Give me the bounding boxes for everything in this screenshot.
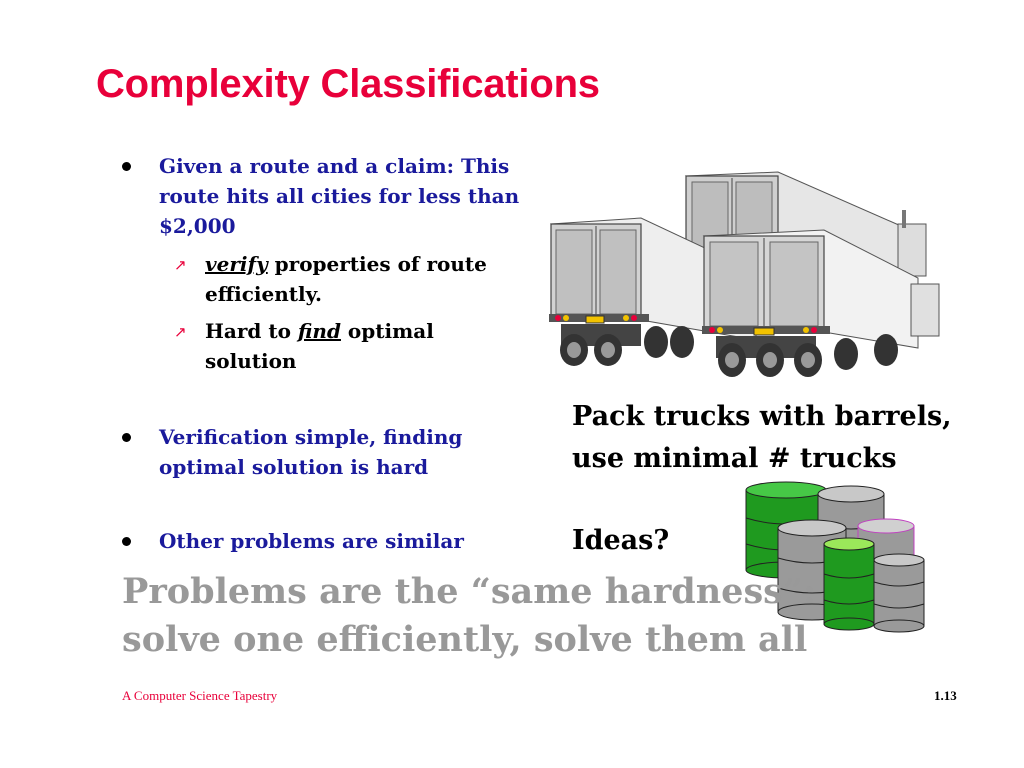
bullet-other-problems (122, 526, 532, 556)
barrel-gray-right (874, 554, 924, 632)
bullet-dot-icon (122, 537, 131, 546)
footer-course-title: A Computer Science Tapestry (122, 688, 278, 703)
slide-title: Complexity Classifications (96, 62, 600, 106)
bullet-text: Verification simple, finding optimal solution is hard (159, 425, 463, 479)
arrow-bullet-icon: ↗ (174, 323, 187, 341)
conclusion-line-1: Problems are the “same hardness”: (122, 571, 816, 612)
subbullet-find (172, 316, 532, 376)
truck-caption (572, 396, 992, 480)
bullet-dot-icon (122, 162, 131, 171)
subbullet-text (205, 316, 465, 376)
caption-line-1: Pack trucks with barrels, (572, 401, 952, 432)
subbullet-prefix: Hard to (205, 319, 298, 343)
bullet-verification (122, 422, 532, 482)
subbullet-rest: properties of route efficiently. (205, 252, 487, 306)
bullet-dot-icon (122, 433, 131, 442)
emphasis-find: find (297, 319, 341, 343)
bullet-text: Given a route and a claim: This route hits all cities for less than $2,000 (159, 154, 520, 238)
caption-line-2: use minimal # trucks (572, 443, 897, 474)
trucks-illustration (546, 164, 946, 382)
emphasis-verify: verify (205, 252, 268, 276)
subbullet-verify (172, 249, 532, 309)
subbullet-rest: optimal solution (205, 319, 434, 373)
conclusion-line-2: solve one efficiently, solve them all (122, 619, 808, 660)
bullet-route-claim (122, 151, 532, 241)
conclusion-text (122, 568, 822, 664)
ideas-prompt: Ideas? (572, 525, 670, 556)
footer-slide-number: 1.13 (934, 688, 957, 703)
arrow-bullet-icon: ↗ (174, 256, 187, 274)
bullet-text: Other problems are similar (159, 529, 464, 553)
subbullet-text (205, 249, 532, 309)
